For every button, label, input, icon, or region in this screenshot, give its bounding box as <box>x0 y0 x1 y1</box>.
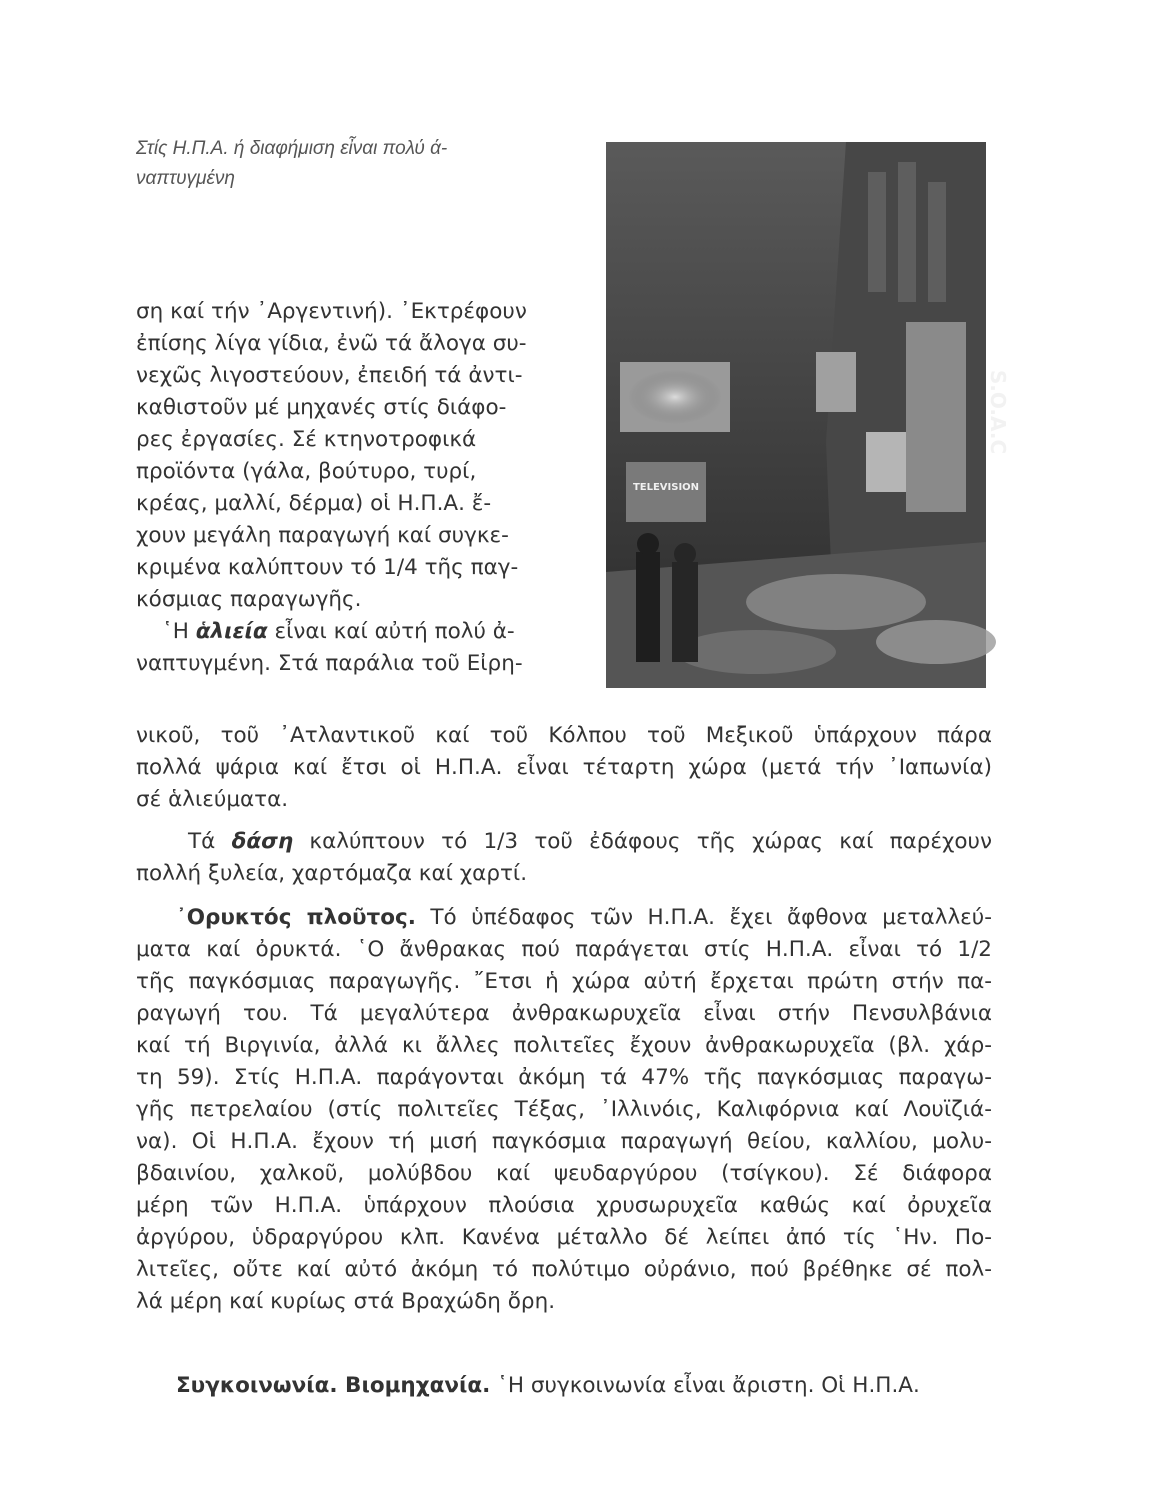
text-line: καί τή Βιργινία, ἀλλά κι ἄλλες πολιτεῖες ἔχουν ἀνθρακωρυχεῖα (βλ. χάρ- <box>136 1033 992 1058</box>
text-line: ση καί τήν ᾿Αργεντινή). ᾿Εκτρέφουν <box>136 299 527 324</box>
paragraph-mineral-wealth <box>136 902 992 1318</box>
text-line: λιτεῖες, οὔτε καί αὐτό ἀκόμη τό πολύτιμο οὐράνιο, πού βρέθηκε σέ πολ- <box>136 1257 992 1282</box>
text-line: να). Οἱ Η.Π.Α. ἔχουν τή μισή παγκόσμια παραγωγή θείου, καλλίου, μολυ- <box>136 1129 992 1154</box>
text-line: γῆς πετρελαίου (στίς πολιτεῖες Τέξας, ᾿Ιλλινόις, Καλιφόρνια καί Λουϊζιά- <box>136 1097 992 1122</box>
text-line: τη 59). Στίς Η.Π.Α. παράγονται ἀκόμη τά 47% τῆς παγκόσμιας παραγω- <box>136 1065 992 1090</box>
paragraph-transport-industry <box>136 1370 992 1402</box>
text-line: νεχῶς λιγοστεύουν, ἐπειδή τά ἀντι- <box>136 363 523 388</box>
text-line: ρες ἐργασίες. Σέ κτηνοτροφικά <box>136 427 477 452</box>
text-line: ραγωγή του. Τά μεγαλύτερα ἀνθρακωρυχεῖα εἶναι στήν Πενσυλβάνια <box>136 1001 992 1026</box>
text-line: μέρη τῶν Η.Π.Α. ὑπάρχουν πλούσια χρυσωρυχεῖα καθώς καί ὀρυχεῖα <box>136 1193 992 1218</box>
text-line <box>136 616 598 648</box>
text-line: πολλή ξυλεία, χαρτόμαζα καί χαρτί. <box>136 861 528 886</box>
text-line <box>136 826 992 858</box>
caption-line: Στίς Η.Π.Α. ή διαφήμιση εἶναι πολύ ά- <box>136 138 448 159</box>
section-heading: Συγκοινωνία. Βιομηχανία. <box>176 1373 491 1398</box>
photo-caption <box>136 134 576 194</box>
text-line <box>136 1370 992 1402</box>
text-line: σέ ἁλιεύματα. <box>136 787 289 812</box>
text-fragment: ῾Η συγκοινωνία εἶναι ἄριστη. Οἱ Η.Π.Α. <box>490 1373 920 1398</box>
photo-sign: TELEVISION <box>632 482 700 493</box>
term-fishing: ἁλιεία <box>195 619 268 644</box>
paragraph-livestock <box>136 296 598 680</box>
text-line: βδαινίου, χαλκοῦ, μολύβδου καί ψευδαργύρου (τσίγκου). Σέ διάφορα <box>136 1161 992 1186</box>
text-fragment: εἶναι καί αὐτή πολύ ἀ- <box>267 619 515 644</box>
text-line: ἀργύρου, ὑδραργύρου κλπ. Κανένα μέταλλο δέ λείπει ἀπό τίς ῾Ην. Πο- <box>136 1225 992 1250</box>
text-fragment: Τά <box>188 829 232 854</box>
text-line: πολλά ψάρια καί ἔτσι οἱ Η.Π.Α. εἶναι τέταρτη χώρα (μετά τήν ᾿Ιαπωνία) <box>136 755 992 780</box>
text-line: προϊόντα (γάλα, βούτυρο, τυρί, <box>136 459 477 484</box>
text-line: λά μέρη καί κυρίως στά Βραχώδη ὄρη. <box>136 1289 556 1314</box>
night-street-image <box>606 142 1010 688</box>
photo-sign: S.O.A.C <box>986 369 1010 455</box>
term-forests: δάση <box>231 829 294 854</box>
text-line: καθιστοῦν μέ μηχανές στίς διάφο- <box>136 395 507 420</box>
text-line: ναπτυγμένη. Στά παράλια τοῦ Εἰρη- <box>136 651 523 676</box>
text-line: κρέας, μαλλί, δέρμα) οἱ Η.Π.Α. ἔ- <box>136 491 492 516</box>
text-line: νικοῦ, τοῦ ᾿Ατλαντικοῦ καί τοῦ Κόλπου τοῦ Μεξικοῦ ὑπάρχουν πάρα <box>136 723 992 748</box>
paragraph-fishing <box>136 720 992 816</box>
text-fragment: ῾Η <box>162 619 196 644</box>
text-fragment: Τό ὑπέδαφος τῶν Η.Π.Α. ἔχει ἄφθονα μεταλλεύ- <box>415 905 992 930</box>
section-heading: ᾿Ορυκτός πλοῦτος. <box>176 905 416 930</box>
text-line: κριμένα καλύπτουν τό 1/4 τῆς παγ- <box>136 555 519 580</box>
times-square-photo <box>606 142 1010 688</box>
text-fragment: καλύπτουν τό 1/3 τοῦ ἐδάφους τῆς χώρας καί παρέχουν <box>293 829 993 854</box>
text-line: ματα καί ὀρυκτά. ῾Ο ἄνθρακας πού παράγεται στίς Η.Π.Α. εἶναι τό 1/2 <box>136 937 992 962</box>
text-line <box>136 902 992 934</box>
text-line: ἐπίσης λίγα γίδια, ἐνῶ τά ἄλογα συ- <box>136 331 527 356</box>
text-line: χουν μεγάλη παραγωγή καί συγκε- <box>136 523 509 548</box>
text-line: τῆς παγκόσμιας παραγωγῆς. ῎Ετσι ἡ χώρα αὐτή ἔρχεται πρώτη στήν πα- <box>136 969 992 994</box>
text-line: κόσμιας παραγωγῆς. <box>136 587 362 612</box>
caption-line: ναπτυγμένη <box>136 168 235 189</box>
paragraph-forests <box>136 826 992 890</box>
